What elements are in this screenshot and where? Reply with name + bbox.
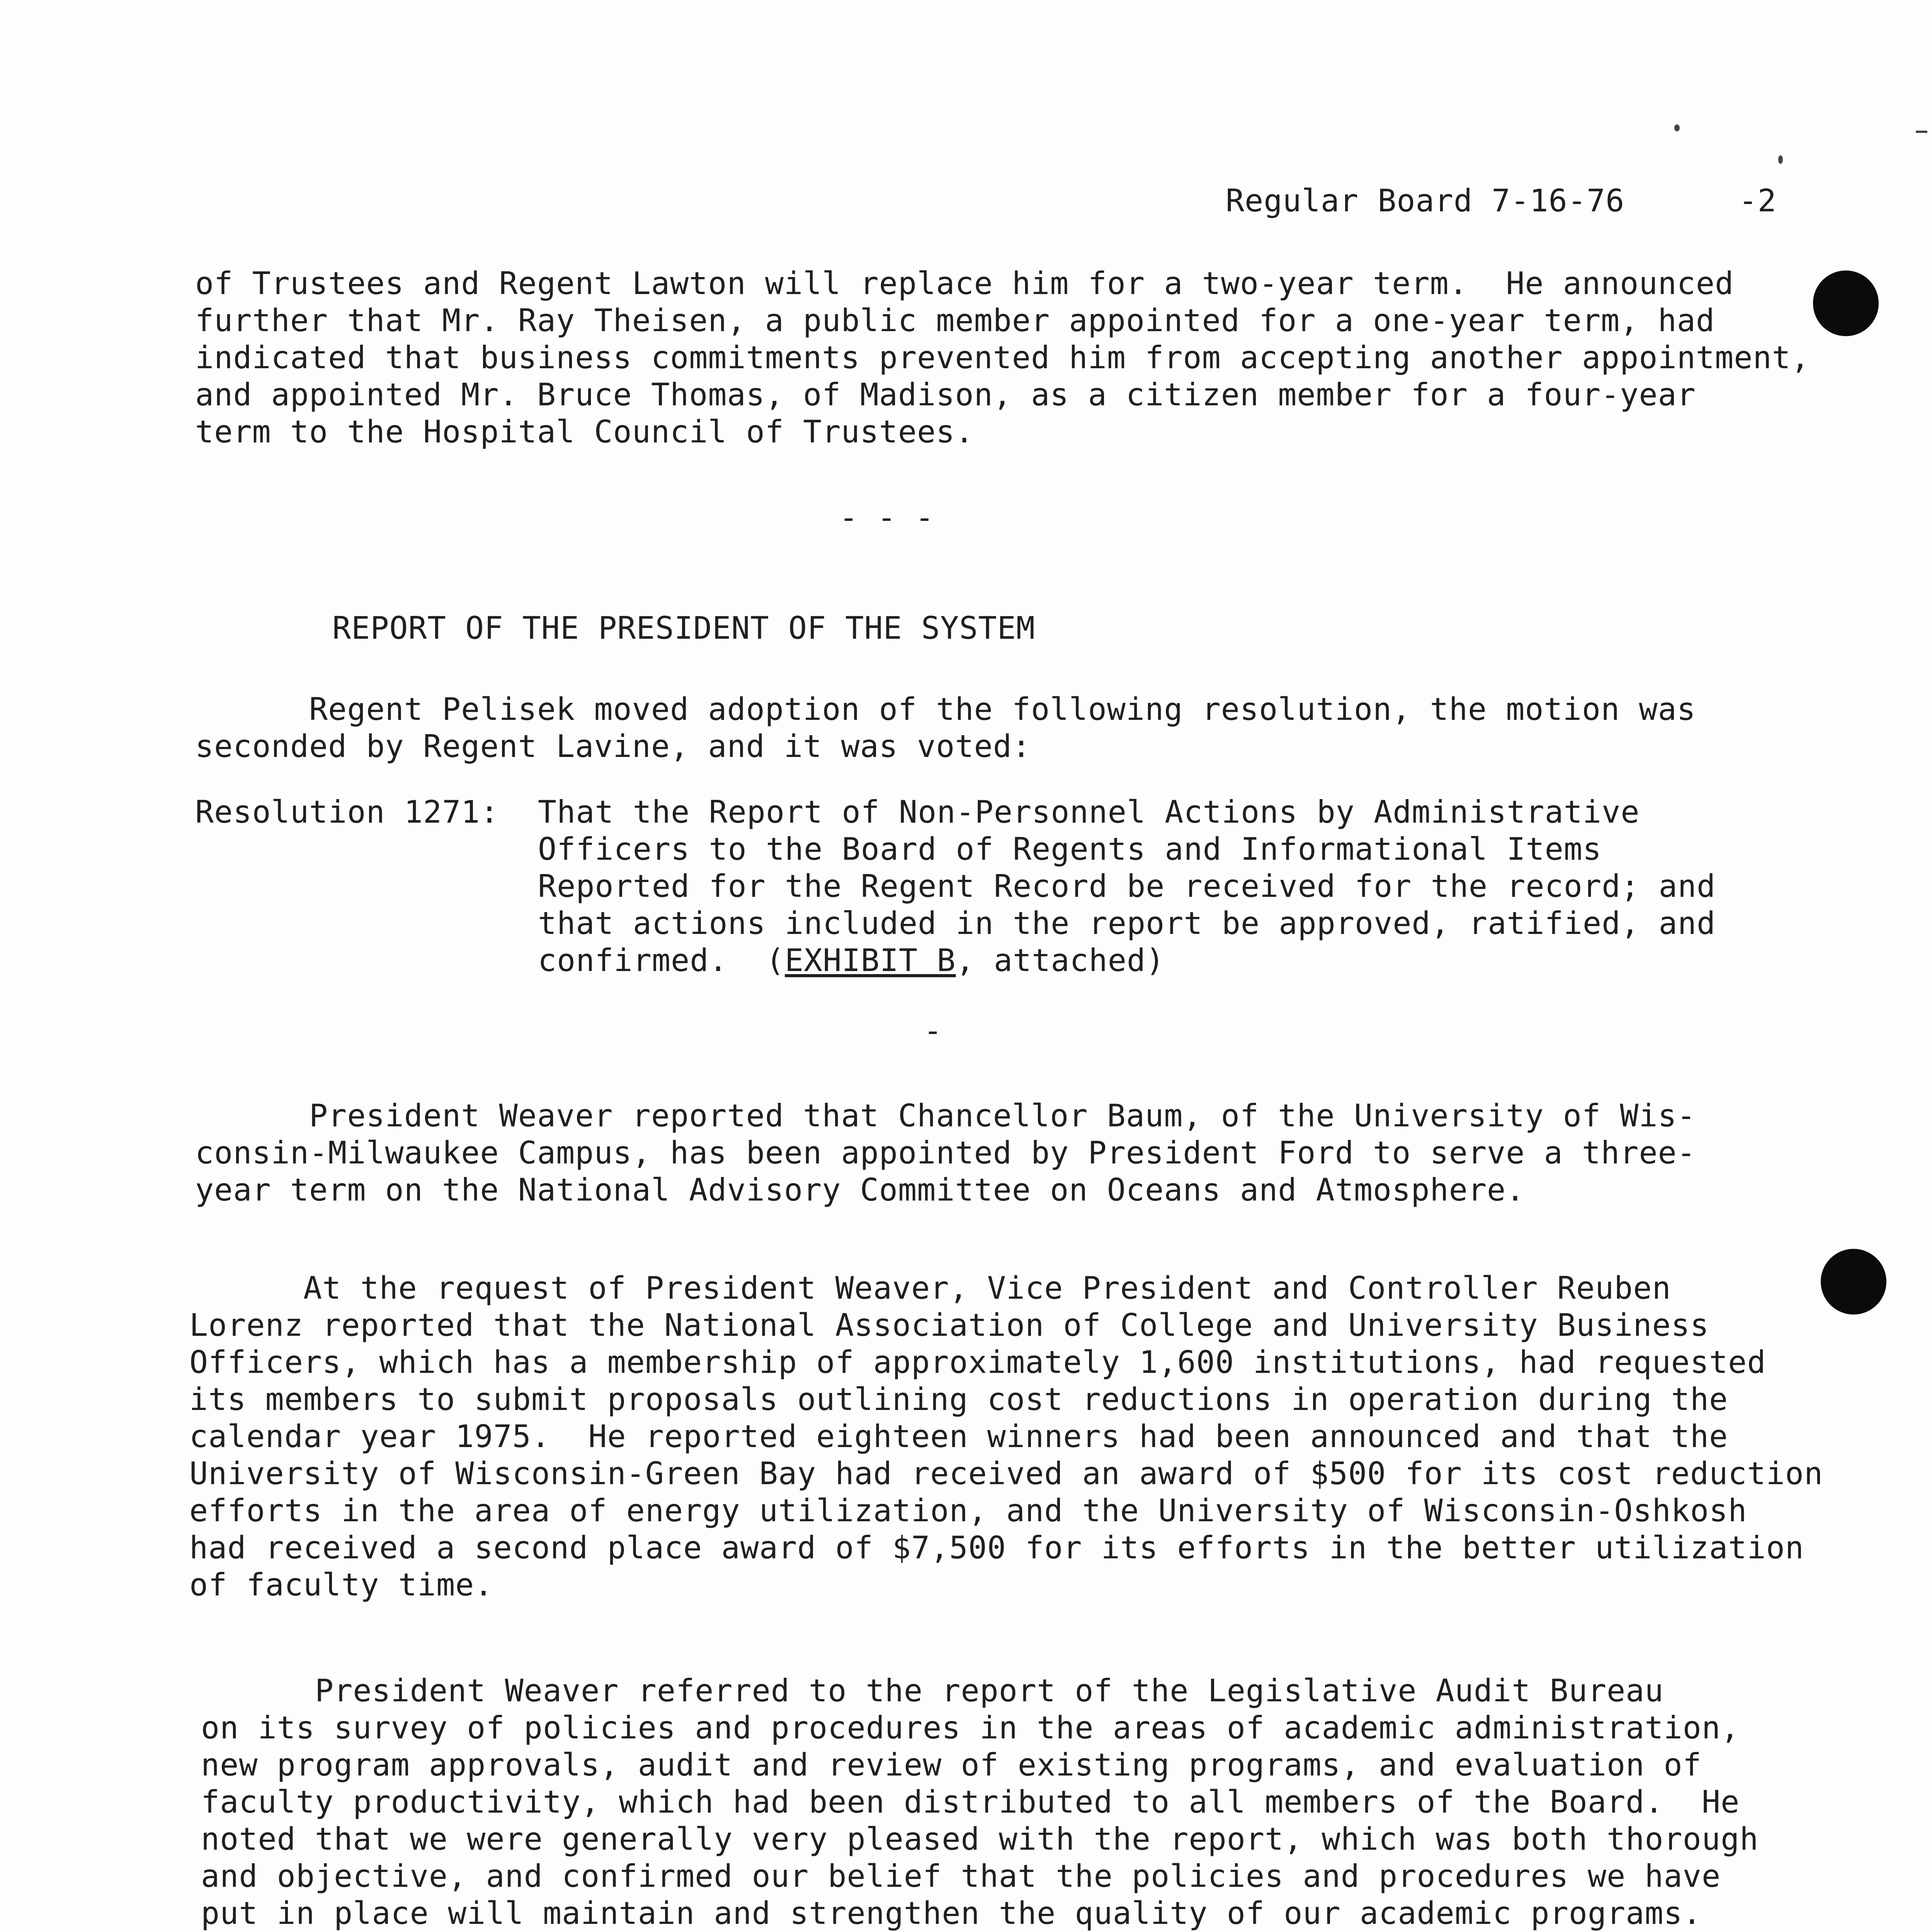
text-line: At the request of President Weaver, Vice President and Controller Reuben bbox=[189, 1270, 1671, 1306]
text-line: and objective, and confirmed our belief that the policies and procedures we have bbox=[201, 1858, 1721, 1894]
text-line: new program approvals, audit and review of existing programs, and evaluation of bbox=[201, 1747, 1702, 1783]
scan-speck bbox=[1778, 155, 1783, 164]
text-line: of Trustees and Regent Lawton will replace him for a two-year term. He announced bbox=[195, 265, 1734, 301]
exhibit-reference: EXHIBIT B bbox=[785, 942, 956, 978]
section-separator: - - - bbox=[839, 500, 934, 536]
text-fragment: confirmed. ( bbox=[538, 942, 785, 978]
text-line bbox=[538, 942, 1716, 979]
resolution-label-block bbox=[195, 794, 499, 831]
text-line: had received a second place award of $7,500 for its efforts in the better utilization bbox=[189, 1530, 1804, 1566]
text-line: term to the Hospital Council of Trustees. bbox=[195, 414, 974, 450]
text-line: that actions included in the report be approved, ratified, and bbox=[538, 905, 1716, 941]
page-header bbox=[1226, 182, 1777, 219]
text-line: on its survey of policies and procedures in the areas of academic administration, bbox=[201, 1710, 1740, 1746]
scan-speck bbox=[1674, 124, 1680, 131]
text-line: Officers to the Board of Regents and Informational Items bbox=[538, 831, 1602, 867]
text-line: President Weaver referred to the report of the Legislative Audit Bureau bbox=[201, 1673, 1664, 1709]
resolution-label: Resolution 1271: bbox=[195, 794, 499, 830]
text-line: of faculty time. bbox=[189, 1567, 493, 1603]
text-line: Officers, which has a membership of approximately 1,600 institutions, had requested bbox=[189, 1344, 1766, 1380]
text-line: consin-Milwaukee Campus, has been appointed by President Ford to serve a three- bbox=[195, 1135, 1696, 1171]
paragraph-chancellor-baum bbox=[195, 1097, 1696, 1209]
text-line: President Weaver reported that Chancellor Baum, of the University of Wis- bbox=[195, 1098, 1696, 1134]
text-line: faculty productivity, which had been distributed to all members of the Board. He bbox=[201, 1784, 1740, 1820]
text-line: noted that we were generally very pleased with the report, which was both thorough bbox=[201, 1821, 1759, 1857]
text-line: indicated that business commitments prevented him from accepting another appointment, bbox=[195, 340, 1810, 376]
section-separator: - bbox=[923, 1013, 943, 1049]
resolution-text bbox=[538, 794, 1716, 979]
paragraph-motion bbox=[195, 691, 1696, 765]
section-heading: REPORT OF THE PRESIDENT OF THE SYSTEM bbox=[332, 610, 1036, 646]
punch-hole-icon bbox=[1821, 1249, 1886, 1315]
text-line: Lorenz reported that the National Association of College and University Business bbox=[189, 1307, 1709, 1343]
punch-hole-icon bbox=[1813, 270, 1879, 336]
header-title: Regular Board 7-16-76 bbox=[1226, 183, 1625, 219]
paragraph-cost-reduction-awards bbox=[189, 1270, 1823, 1604]
text-line: further that Mr. Ray Theisen, a public member appointed for a one-year term, had bbox=[195, 303, 1715, 338]
page-number: -2 bbox=[1738, 183, 1777, 219]
text-line: year term on the National Advisory Committee on Oceans and Atmosphere. bbox=[195, 1172, 1525, 1208]
text-line: That the Report of Non-Personnel Actions by Administrative bbox=[538, 794, 1640, 830]
text-fragment: , attached) bbox=[956, 942, 1165, 978]
paragraph-audit-bureau bbox=[201, 1672, 1797, 1932]
paragraph-trustees bbox=[195, 265, 1810, 451]
text-line: University of Wisconsin-Green Bay had received an award of $500 for its cost reduction bbox=[189, 1456, 1823, 1492]
text-line: put in place will maintain and strengthen the quality of our academic programs. bbox=[201, 1895, 1702, 1931]
scan-speck bbox=[1916, 131, 1927, 133]
text-line: seconded by Regent Lavine, and it was voted: bbox=[195, 728, 1031, 764]
text-line: Regent Pelisek moved adoption of the following resolution, the motion was bbox=[195, 691, 1696, 727]
text-line: Reported for the Regent Record be received for the record; and bbox=[538, 868, 1716, 904]
text-line: efforts in the area of energy utilization, and the University of Wisconsin-Oshkosh bbox=[189, 1493, 1747, 1529]
text-line: and appointed Mr. Bruce Thomas, of Madison, as a citizen member for a four-year bbox=[195, 377, 1696, 413]
text-line: calendar year 1975. He reported eighteen winners had been announced and that the bbox=[189, 1418, 1728, 1454]
text-line: its members to submit proposals outlining cost reductions in operation during the bbox=[189, 1381, 1728, 1417]
